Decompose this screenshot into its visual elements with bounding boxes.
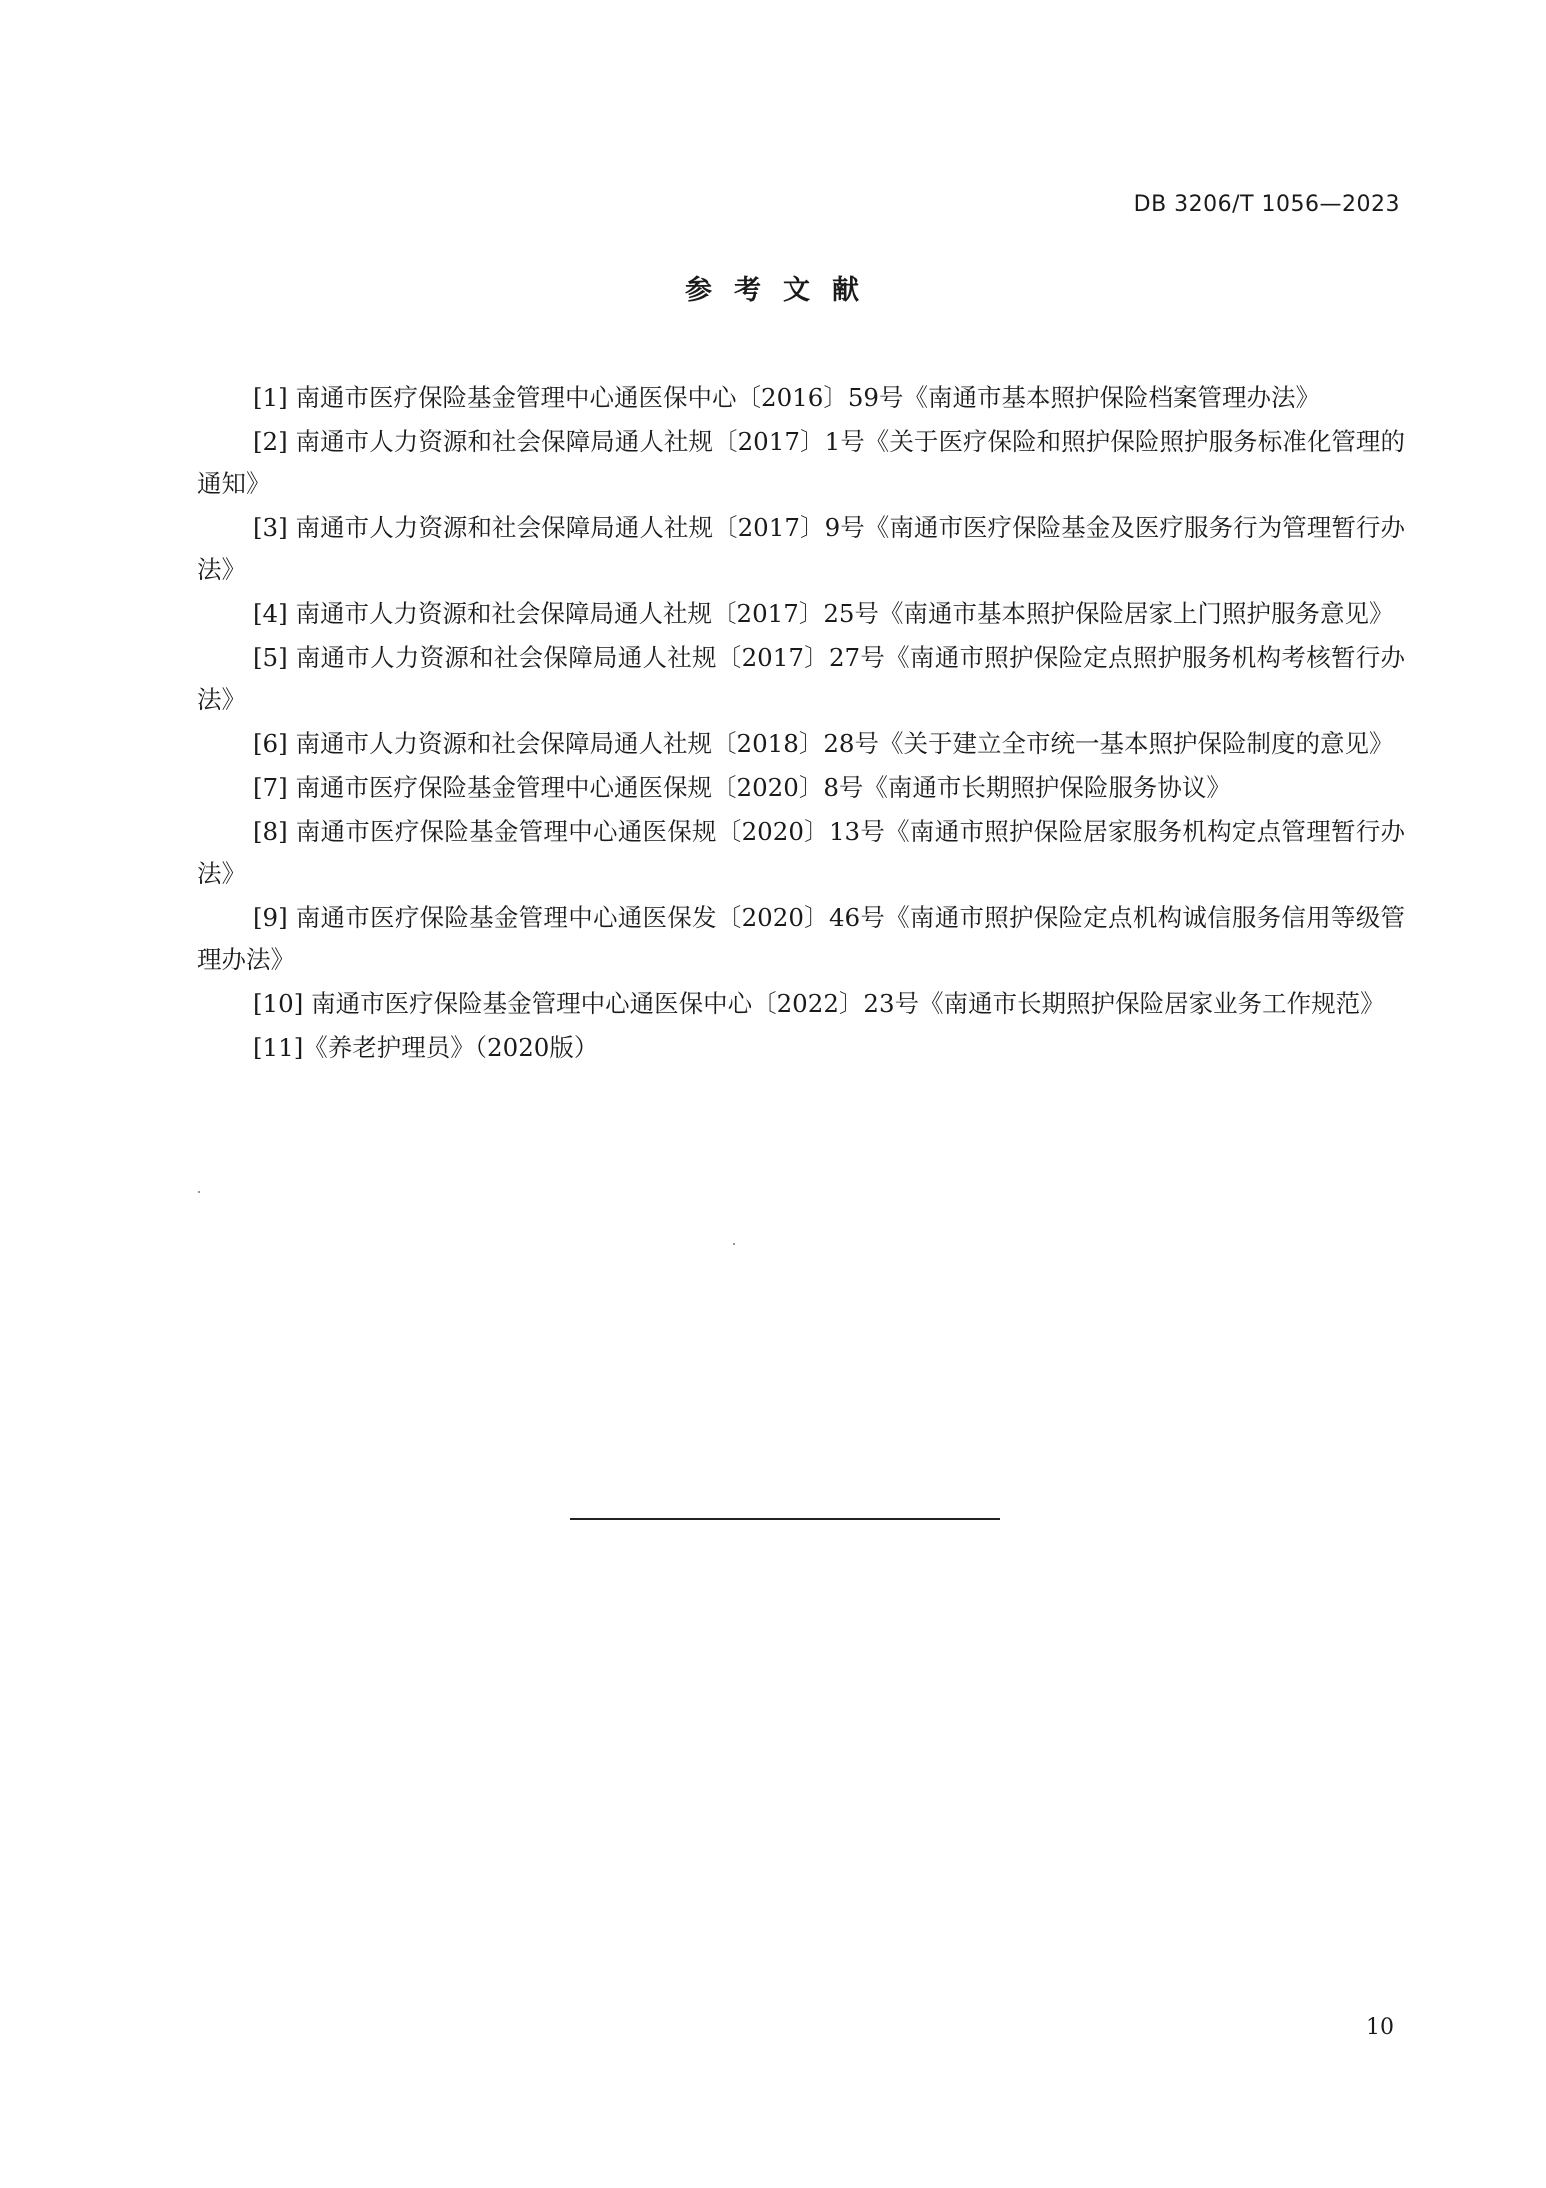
reference-item: [2] 南通市人力资源和社会保障局通人社规〔2017〕1号《关于医疗保险和照护保险照护服务标准化管理的通知》 [197, 427, 1405, 498]
scan-speck [198, 1191, 200, 1193]
section-title: 参考文献 [685, 275, 881, 306]
standard-code: DB 3206/T 1056—2023 [1133, 192, 1400, 217]
reference-item: [3] 南通市人力资源和社会保障局通人社规〔2017〕9号《南通市医疗保险基金及医疗服务行为管理暂行办法》 [197, 513, 1405, 584]
reference-item: [7] 南通市医疗保险基金管理中心通医保规〔2020〕8号《南通市长期照护保险服务协议》 [253, 773, 1231, 802]
reference-list [197, 377, 1405, 1071]
end-divider-line [570, 1518, 1000, 1520]
page-number: 10 [1366, 2015, 1394, 2040]
reference-item: [1] 南通市医疗保险基金管理中心通医保中心〔2016〕59号《南通市基本照护保险档案管理办法》 [253, 383, 1321, 412]
reference-item: [11]《养老护理员》（2020版） [253, 1033, 599, 1062]
reference-item: [6] 南通市人力资源和社会保障局通人社规〔2018〕28号《关于建立全市统一基本照护保险制度的意见》 [253, 729, 1394, 758]
reference-item: [4] 南通市人力资源和社会保障局通人社规〔2017〕25号《南通市基本照护保险居家上门照护服务意见》 [253, 599, 1394, 628]
reference-item: [10] 南通市医疗保险基金管理中心通医保中心〔2022〕23号《南通市长期照护保险居家业务工作规范》 [253, 989, 1385, 1018]
reference-item: [8] 南通市医疗保险基金管理中心通医保规〔2020〕13号《南通市照护保险居家服务机构定点管理暂行办法》 [197, 817, 1405, 888]
reference-item: [5] 南通市人力资源和社会保障局通人社规〔2017〕27号《南通市照护保险定点照护服务机构考核暂行办法》 [197, 643, 1405, 714]
scan-speck [733, 1243, 735, 1245]
reference-item: [9] 南通市医疗保险基金管理中心通医保发〔2020〕46号《南通市照护保险定点机构诚信服务信用等级管理办法》 [197, 903, 1405, 974]
